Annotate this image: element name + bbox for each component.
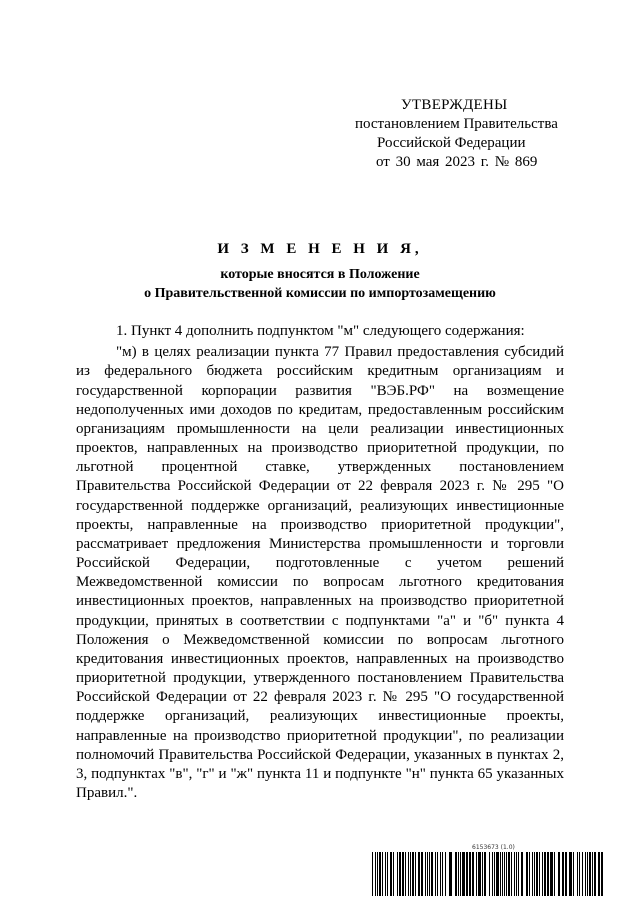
barcode-bar [589,852,591,896]
barcode-code: 6153673 (1.0) [472,844,515,851]
barcode-bar [429,852,430,896]
document-title: И З М Е Н Е Н И Я, [217,241,423,257]
barcode-bar [489,852,490,896]
barcode-bar [478,852,481,896]
paragraph-2: "м) в целях реализации пункта 77 Правил предоставления субсидий из федерального бюджета российским кредитным организациям и государственной корпорации развития "ВЭБ.РФ" на возмещение недополученных ими доходов по кредитам, предоставленным российским организациям промышленности на цели реализации инвестиционных проектов, направленных на производство приоритетной продукции, по льготной процентной ставке, утвержденных постановлением Правительства Российской Федерации от 22 февраля 2023 г. № 295 "О государственной поддержке организаций, реализующих инвестиционные проекты, направленные на производство приоритетной продукции", рассматривает предложения Министерства промышленности и торговли Российской Федерации, подготовленные с учетом решений Межведомственной комиссии по вопросам льготного кредитования инвестиционных проектов, направленных на производство приоритетной продукции, принятых в соответствии с подпунктами "а" и "б" пункта 4 Положения о Межведомственной комиссии по вопросам льготного кредитования инвестиционных проектов, направленных на производство приоритетной продукции, утвержденного постановлением Правительства Российской Федерации от 22 февраля 2023 г. № 295 "О государственной поддержке организаций, реализующих инвестиционные проекты, направленные на производство приоритетной продукции", по реализации полномочий Правительства Российской Федерации, указанных в пунктах 2, 3, подпунктах "в", "г" и "ж" пункта 11 и подпункте "н" пункта 65 указанных Правил.". [76,344,564,802]
barcode-bar [516,852,517,896]
barcode-icon [372,852,604,896]
barcode-bar [397,852,398,896]
barcode-bar [500,852,501,896]
barcode-bar [372,852,373,896]
barcode-bar [458,852,459,896]
barcode-bar [462,852,465,896]
barcode-bar [469,852,471,896]
barcode-bar [506,852,507,896]
barcode-bar [408,852,409,896]
barcode-bar [460,852,461,896]
barcode-bar [455,852,457,896]
approval-date-number: от 30 мая 2023 г. № 869 [376,154,538,170]
barcode-bar [410,852,411,896]
barcode-bar [539,852,540,896]
barcode-bar [402,852,404,896]
barcode-bar [582,852,583,896]
barcode-bar [377,852,378,896]
barcode-bar [437,852,438,896]
barcode-bar [492,852,493,896]
barcode-bar [379,852,381,896]
barcode-bar [421,852,423,896]
paragraph-1: 1. Пункт 4 дополнить подпунктом "м" следующего содержания: [116,323,525,339]
barcode-bar [569,852,572,896]
barcode-bar [466,852,468,896]
barcode-bar [418,852,420,896]
document-subtitle-line1: которые вносятся в Положение [220,267,420,282]
barcode-bar [449,852,452,896]
barcode-bar [529,852,530,896]
barcode-bar [534,852,535,896]
approval-block [340,96,580,172]
barcode-bar [415,852,416,896]
barcode-bar [594,852,596,896]
barcode-bar [502,852,503,896]
barcode-bar [562,852,564,896]
barcode-bar [521,852,523,896]
barcode-bar [526,852,528,896]
barcode-bar [573,852,574,896]
barcode-bar [387,852,388,896]
barcode-bar [579,852,580,896]
barcode-bar [435,852,436,896]
barcode-bar [587,852,588,896]
barcode-bar [390,852,392,896]
barcode-bar [585,852,586,896]
barcode-bar [592,852,593,896]
barcode-bar [393,852,394,896]
barcode-bar [427,852,428,896]
barcode-bar [511,852,512,896]
barcode-bar [382,852,383,896]
barcode-bar [536,852,538,896]
barcode-bar [532,852,533,896]
barcode-bar [514,852,515,896]
barcode-bar [558,852,560,896]
barcode-bar [442,852,443,896]
barcode-bar [375,852,376,896]
barcode-bar [518,852,519,896]
document-subtitle-line2: о Правительственной комиссии по импортозамещению [144,286,496,301]
approval-title: УТВЕРЖДЕНЫ [401,97,508,113]
barcode-bar [425,852,426,896]
barcode-bar [542,852,543,896]
barcode-bar [412,852,414,896]
barcode-bar [494,852,495,896]
barcode-bar [482,852,483,896]
barcode-bar [577,852,578,896]
barcode-bar [445,852,446,896]
barcode-bar [476,852,477,896]
barcode-bar [431,852,433,896]
barcode-bar [472,852,474,896]
barcode-bar [405,852,406,896]
barcode-bar [547,852,549,896]
barcode-bar [554,852,555,896]
approval-resolution-line: постановлением Правительства [355,116,558,132]
barcode-bar [598,852,600,896]
barcode-bar [484,852,486,896]
approval-government-line: Российской Федерации [377,135,526,151]
document-body [76,322,564,803]
barcode-bar [496,852,499,896]
barcode-bar [601,852,603,896]
barcode-bar [399,852,401,896]
barcode-bar [544,852,546,896]
barcode-bar [508,852,510,896]
barcode-bar [550,852,553,896]
barcode-bar [385,852,386,896]
barcode-bar [504,852,505,896]
barcode-bar [565,852,567,896]
barcode-bar [440,852,441,896]
